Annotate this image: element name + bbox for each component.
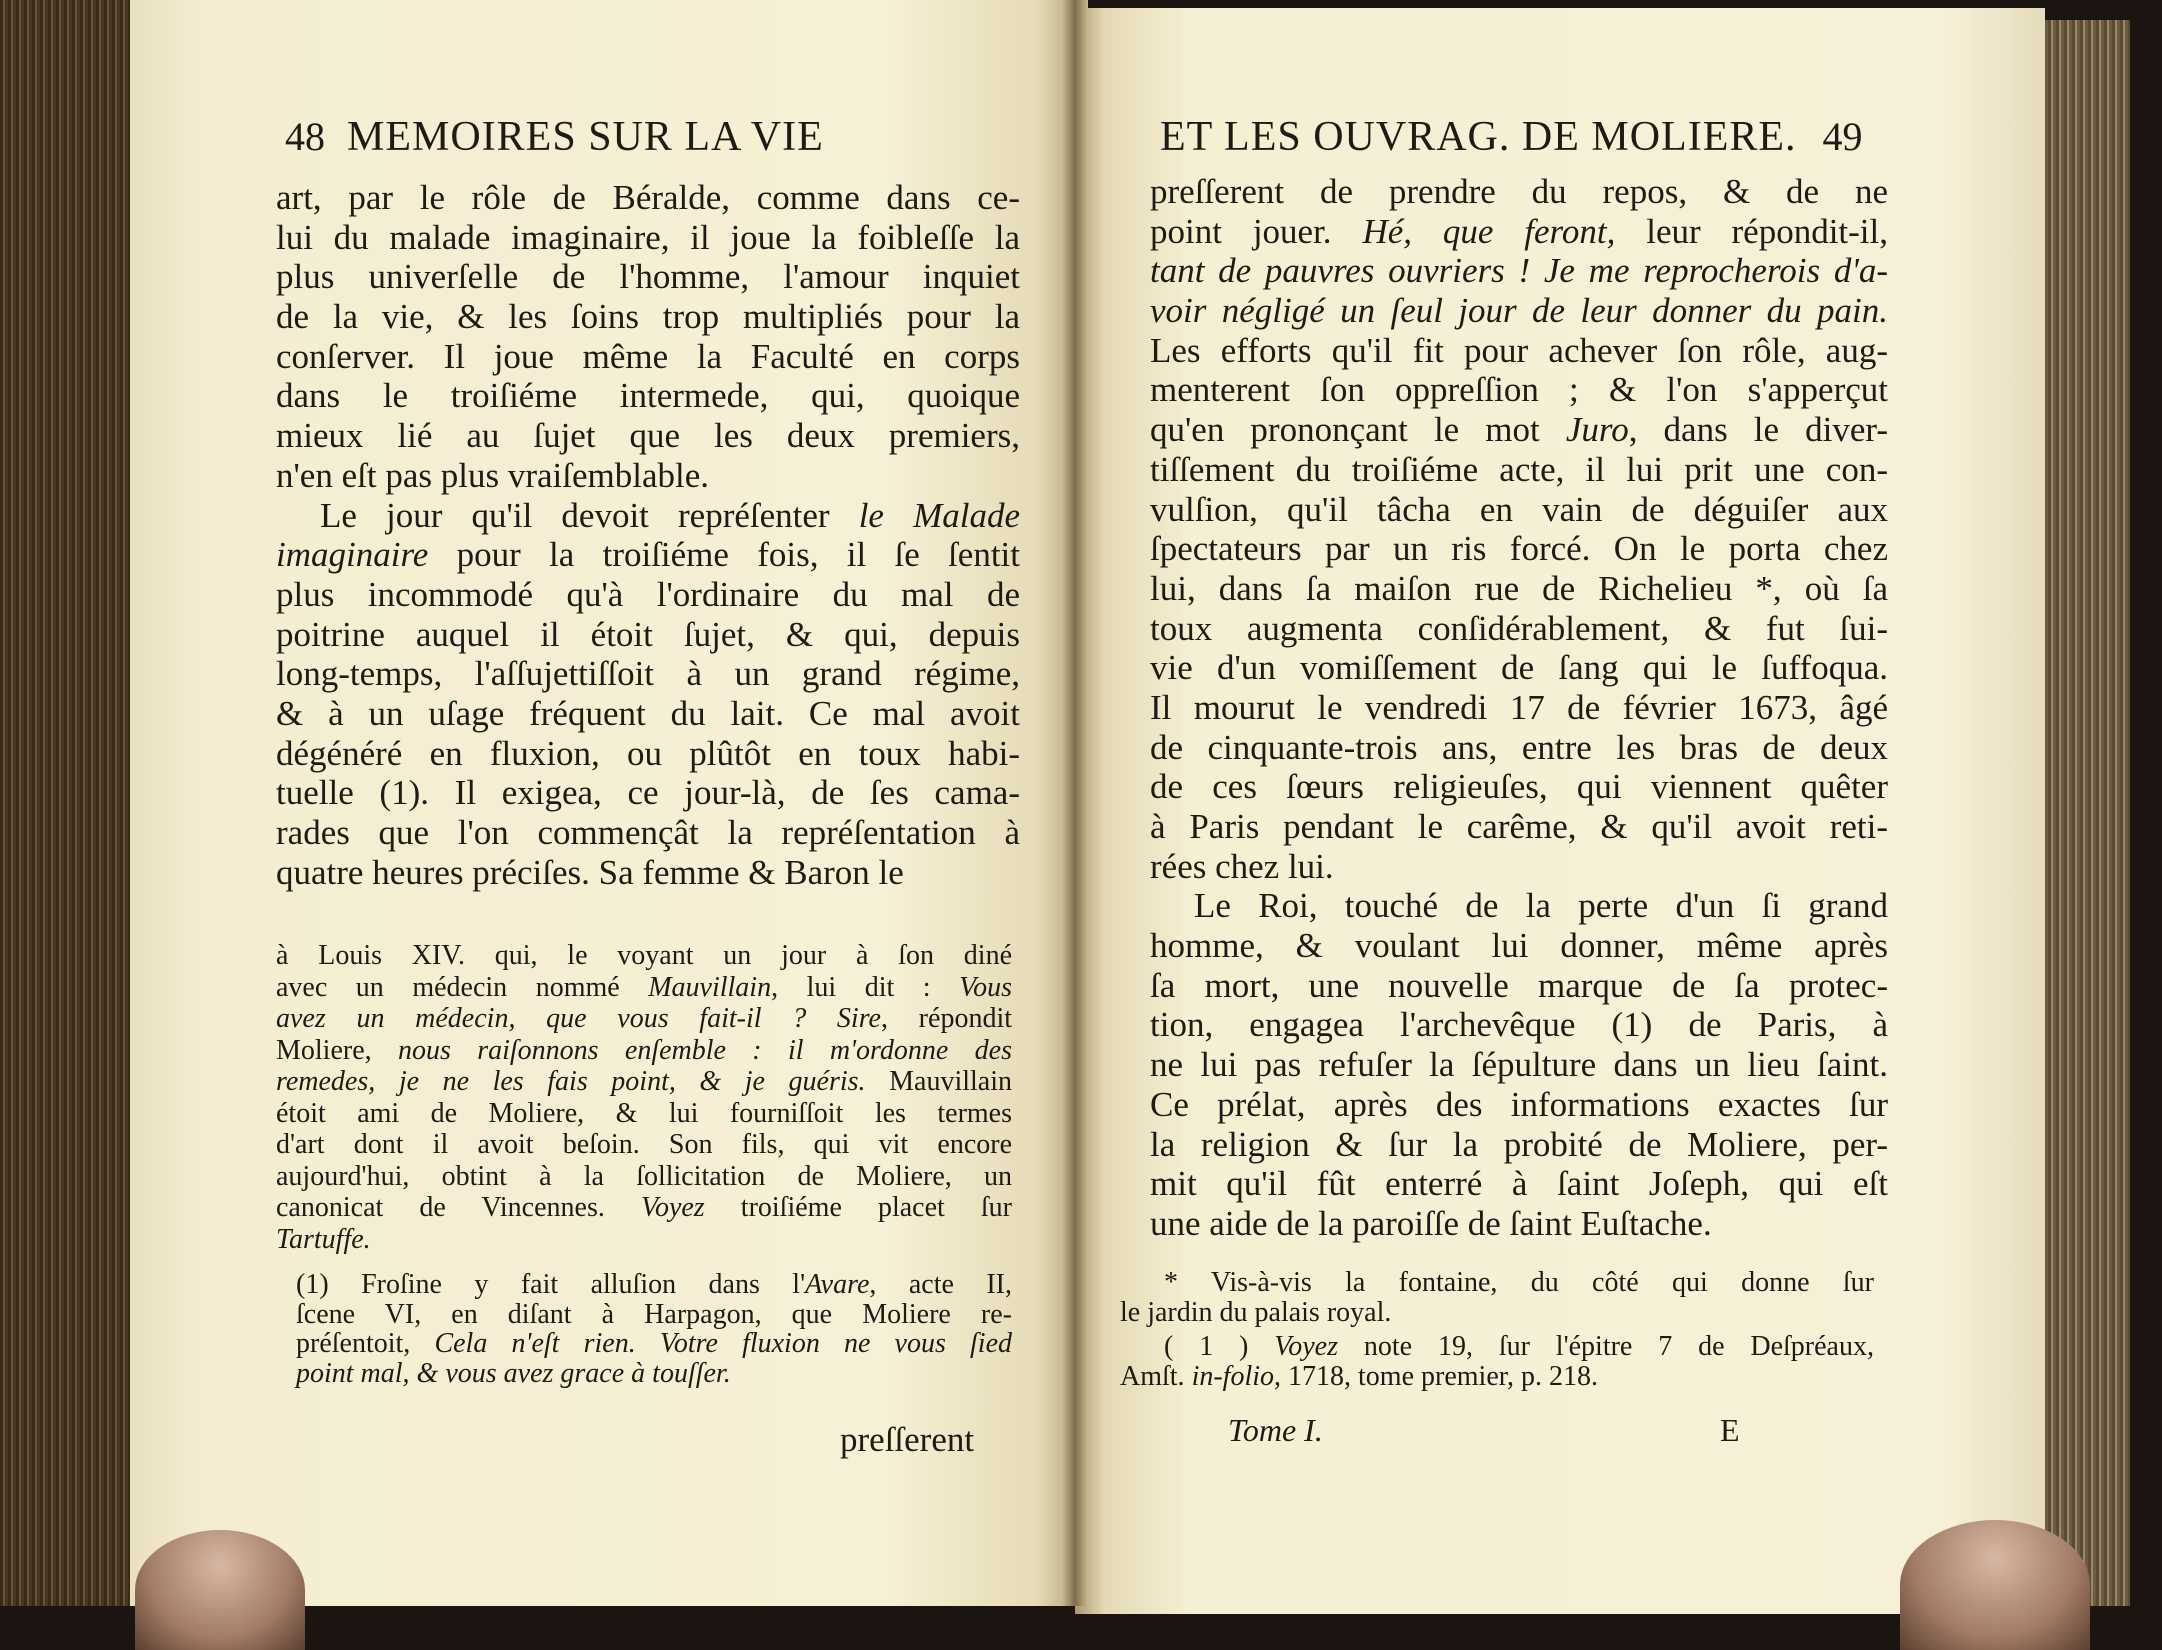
text-line: tion, engagea l'archevêque (1) de Paris, à — [1150, 1005, 1888, 1045]
italic-text: Juro — [1565, 410, 1629, 450]
signature-volume: Tome I. — [1228, 1412, 1323, 1448]
italic-text: Vous — [959, 971, 1012, 1003]
italic-text: remedes, je ne les fais point, & je guéris. — [276, 1066, 866, 1097]
text-line — [1150, 291, 1888, 331]
italic-text: point mal, & vous avez grace à touſſer. — [296, 1357, 731, 1389]
italic-text: Tartuffe. — [276, 1223, 371, 1255]
text-line: vulſion, qu'il tâcha en vain de déguiſer aux — [1150, 489, 1888, 529]
thumb-left — [135, 1530, 305, 1650]
text-line: point jouer. Hé, que feront, leur répondit-il, — [1150, 211, 1888, 251]
text-line — [276, 1224, 1012, 1256]
text-line: une aide de la paroiſſe de ſaint Euſtache. — [1150, 1203, 1712, 1243]
text-line: lui, dans ſa maiſon rue de Richelieu *, où ſa — [1150, 568, 1888, 608]
text-line: mit qu'il fût enterré à ſaint Joſeph, qui eſt — [1150, 1164, 1888, 1204]
text-line: (1) Froſine y fait alluſion dans l'Avare, acte II, — [296, 1269, 1012, 1300]
text-line: Il mourut le vendredi 17 de février 1673, âgé — [1150, 687, 1888, 727]
book-gutter — [1062, 0, 1088, 1606]
text-line: rées chez lui. — [1150, 846, 1334, 886]
text-line: le jardin du palais royal. — [1120, 1296, 1392, 1328]
text-line: de ces ſœurs religieuſes, qui viennent quêter — [1150, 767, 1888, 807]
text-line — [1150, 251, 1888, 291]
text-line: à Paris pendant le carême, & qu'il avoit reti- — [1150, 807, 1888, 846]
left-footnote-1 — [296, 1270, 1012, 1388]
italic-text: avez un médecin, que vous fait-il ? Sire — [276, 1003, 881, 1034]
text-line: toux augmenta conſidérablement, & fut ſui- — [1150, 608, 1888, 648]
right-footnote-1 — [1120, 1332, 1874, 1391]
italic-text: Mauvillain — [648, 971, 772, 1003]
text-line: ſcene VI, en diſant à Harpagon, que Moliere re- — [296, 1298, 1012, 1330]
text-line: Le jour qu'il devoit repréſenter le Malade — [320, 495, 1020, 535]
italic-text: Hé, que feront, — [1362, 211, 1616, 251]
text-line — [296, 1359, 1012, 1389]
right-head-row — [1160, 112, 1863, 162]
text-line: Ce prélat, après des informations exactes ſur — [1150, 1084, 1888, 1124]
text-line: menterent ſon oppreſſion ; & l'on s'apperçut — [1150, 370, 1888, 410]
text-line: ( 1 ) Voyez note 19, ſur l'épitre 7 de Deſpréaux, — [1164, 1331, 1874, 1362]
italic-text: voir négligé un ſeul jour de leur donner du pain. — [1150, 291, 1888, 331]
left-main-text — [276, 178, 1020, 892]
text-line: poitrine auquel il étoit ſujet, & qui, depuis — [276, 614, 1020, 654]
page-number-left: 48 — [285, 114, 325, 159]
catchword: preſſerent — [840, 1420, 975, 1459]
text-line: avec un médecin nommé Mauvillain, lui dit : Vous — [276, 971, 1012, 1003]
text-line: dégénéré en fluxion, ou plûtôt en toux habi- — [276, 733, 1020, 773]
running-head-left: MEMOIRES SUR LA VIE — [347, 114, 824, 160]
italic-text: imaginaire — [276, 535, 429, 575]
text-line: étoit ami de Moliere, & lui fourniſſoit les termes — [276, 1097, 1012, 1129]
text-line: & à un uſage fréquent du lait. Ce mal avoit — [276, 693, 1020, 733]
text-line: de la vie, & les ſoins trop multipliés pour la — [276, 297, 1020, 337]
italic-text: le Malade — [858, 495, 1020, 535]
text-line: avez un médecin, que vous fait-il ? Sire, répondit — [276, 1003, 1012, 1034]
text-line: Moliere, nous raiſonnons enſemble : il m'ordonne des — [276, 1034, 1013, 1066]
text-line: tiſſement du troiſiéme acte, il lui prit une con- — [1150, 449, 1888, 489]
text-line: de cinquante-trois ans, entre les bras de deux — [1150, 727, 1888, 767]
left-footnote-continued — [276, 940, 1012, 1255]
text-line: mieux lié au ſujet que les deux premiers, — [276, 416, 1020, 456]
italic-text: Voyez — [1274, 1331, 1339, 1362]
text-line: la religion & ſur la probité de Moliere, per- — [1150, 1124, 1888, 1164]
text-line: préſentoit, Cela n'eſt rien. Votre fluxion ne vous ſied — [296, 1328, 1013, 1359]
italic-text: tant de pauvres ouvriers ! Je me reprocherois d'a- — [1150, 251, 1888, 291]
text-line: long-temps, l'aſſujettiſſoit à un grand régime, — [276, 654, 1020, 694]
text-line: n'en eſt pas plus vraiſemblable. — [276, 455, 709, 495]
text-line: tuelle (1). Il exigea, ce jour-là, de ſes cama- — [276, 773, 1020, 813]
text-line: homme, & voulant lui donner, même après — [1150, 926, 1888, 966]
thumb-right — [1900, 1520, 2090, 1650]
right-footnote-star — [1120, 1268, 1874, 1327]
right-main-text — [1150, 172, 1888, 1244]
text-line: d'art dont il avoit beſoin. Son fils, qui vit encore — [276, 1129, 1012, 1160]
italic-text: nous raiſonnons enſemble : il m'ordonne des — [397, 1034, 1013, 1066]
text-line: dans le troiſiéme intermede, qui, quoique — [276, 376, 1020, 416]
italic-text: Cela n'eſt rien. Votre fluxion ne vous ſied — [434, 1328, 1013, 1359]
text-line: vie d'un vomiſſement de ſang qui le ſuffoqua. — [1150, 648, 1888, 688]
text-line: plus univerſelle de l'homme, l'amour inquiet — [276, 257, 1020, 297]
text-line: ne lui pas refuſer la ſépulture dans un lieu ſaint. — [1150, 1045, 1888, 1085]
running-head-right: ET LES OUVRAG. DE MOLIERE. — [1160, 114, 1797, 160]
text-line: preſſerent de prendre du repos, & de ne — [1150, 172, 1888, 211]
text-line: Le Roi, touché de la perte d'un ſi grand — [1194, 886, 1888, 926]
text-line: rades que l'on commençât la repréſentation à — [276, 813, 1020, 852]
italic-text: in-folio — [1191, 1360, 1275, 1392]
left-head-row — [285, 112, 824, 162]
text-line: à Louis XIV. qui, le voyant un jour à ſon diné — [276, 940, 1012, 971]
italic-text: Avare — [805, 1269, 870, 1300]
text-line: imaginaire pour la troiſiéme fois, il ſe ſentit — [276, 535, 1020, 575]
text-line: canonicat de Vincennes. Voyez troiſiéme placet ſur — [276, 1192, 1012, 1223]
book-edge-left — [0, 0, 135, 1606]
text-line: ſpectateurs par un ris forcé. On le porta chez — [1150, 529, 1888, 569]
text-line: qu'en prononçant le mot Juro, dans le diver- — [1150, 410, 1888, 450]
text-line: aujourd'hui, obtint à la ſollicitation de Moliere, un — [276, 1160, 1012, 1192]
text-line: conſerver. Il joue même la Faculté en corps — [276, 336, 1020, 376]
text-line: art, par le rôle de Béralde, comme dans ce- — [276, 178, 1020, 217]
text-line: Amſt. in-folio, 1718, tome premier, p. 218. — [1120, 1360, 1598, 1392]
book-edge-right — [2040, 20, 2130, 1606]
text-line: remedes, je ne les fais point, & je guéris. Mauvillain — [276, 1066, 1013, 1097]
text-line: lui du malade imaginaire, il joue la foibleſſe la — [276, 217, 1020, 257]
text-line: ſa mort, une nouvelle marque de ſa protec- — [1150, 965, 1888, 1005]
text-line: Les efforts qu'il fit pour achever ſon rôle, aug- — [1150, 330, 1888, 370]
signature-mark: E — [1720, 1412, 1740, 1448]
text-line: * Vis-à-vis la fontaine, du côté qui donne ſur — [1164, 1267, 1874, 1298]
text-line: plus incommodé qu'à l'ordinaire du mal de — [276, 574, 1020, 614]
text-line: quatre heures préciſes. Sa femme & Baron le — [276, 852, 904, 892]
page-number-right: 49 — [1822, 114, 1863, 159]
italic-text: Voyez — [640, 1192, 705, 1223]
